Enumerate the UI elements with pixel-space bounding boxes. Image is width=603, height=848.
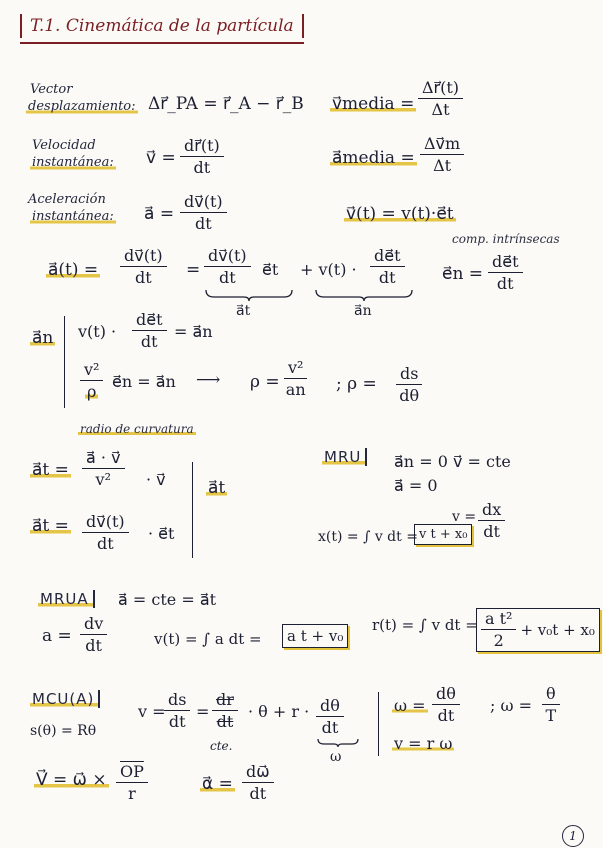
v-media-lhs: v⃗media =	[332, 94, 415, 114]
an-bracket	[64, 316, 65, 408]
a-decomp-num: dv⃗(t)	[120, 248, 167, 267]
mrua-r-box-fraction	[481, 611, 516, 649]
rho-sep: ; ρ =	[336, 374, 377, 394]
at1-num: a⃗ · v⃗	[82, 450, 125, 469]
a-decomp-den: dt	[134, 268, 152, 287]
a-decomp-n-fraction	[370, 248, 405, 286]
mrua-r: r(t) = ∫ v dt =	[372, 616, 478, 634]
an-row1-fraction	[132, 312, 167, 350]
a-inst-fraction	[180, 194, 227, 232]
omega2-fraction	[542, 686, 560, 724]
page-title: T.1. Cinemática de la partícula	[20, 14, 304, 38]
v-cross-fraction	[116, 764, 148, 802]
omega-lhs: ω =	[394, 696, 426, 715]
under-at: a⃗t	[236, 303, 251, 319]
an-row2-den: ρ	[87, 382, 97, 401]
mcu-v2-num: dr	[212, 692, 238, 711]
mrua-r-box-tail: + v₀t + x₀	[520, 621, 595, 639]
mru-v-lhs: v =	[452, 509, 477, 525]
mru-v-den: dt	[483, 522, 500, 541]
label-aceleracion-instantanea: instantánea:	[32, 209, 114, 224]
en-den: dt	[496, 274, 514, 293]
mcu-v3-fraction	[316, 698, 344, 736]
mrua-a-fraction	[80, 616, 107, 654]
at2-den: dt	[96, 534, 114, 553]
at1-den: v²	[95, 470, 111, 489]
v-r-omega: v = r ω	[394, 734, 453, 753]
an-row1-a: v(t) ·	[78, 322, 117, 341]
a-decomp-t-fraction	[204, 248, 251, 286]
mru-line1: a⃗n = 0 v⃗ = cte	[394, 452, 511, 471]
displacement-formula: Δr⃗_PA = r⃗_A − r⃗_B	[148, 94, 304, 114]
mru-heading: MRU	[322, 448, 367, 466]
v-inst-num: dr⃗(t)	[180, 138, 224, 157]
mru-x: x(t) = ∫ v dt =	[318, 529, 418, 545]
mru-v-fraction	[478, 502, 505, 540]
mcu-omega-under: ω	[330, 749, 342, 765]
underbrace-at	[204, 288, 294, 302]
rho-den: an	[285, 380, 306, 399]
mrua-v-box: a t + v₀	[282, 624, 348, 648]
at-brace-label: a⃗t	[208, 478, 226, 498]
omega-den: dt	[437, 706, 455, 725]
rho2-num: ds	[396, 366, 422, 385]
mcu-v3-num: dθ	[316, 698, 344, 717]
mru-line2: a⃗ = 0	[394, 476, 438, 495]
label-aceleracion: Aceleración	[28, 192, 106, 207]
a-decomp-t-num: dv⃗(t)	[204, 248, 251, 267]
v-media-den: Δt	[431, 100, 450, 119]
mrua-r-box-den: 2	[493, 631, 504, 650]
a-decomp-fraction	[120, 248, 167, 286]
en-fraction	[488, 254, 523, 292]
underbrace-omega	[316, 738, 360, 748]
a-decomp-t-et: e⃗t	[262, 260, 279, 279]
v-cross-den: r	[128, 784, 136, 803]
at-bracket	[192, 462, 193, 558]
a-decomp-plus: + v(t) ·	[300, 260, 357, 279]
a-decomp-eq: =	[186, 260, 201, 280]
an-row2-b: e⃗n = a⃗n	[112, 372, 176, 391]
mcu-v-num: ds	[164, 692, 190, 711]
at2-lhs: a⃗t =	[32, 516, 69, 536]
label-vector: Vector	[30, 82, 73, 97]
mru-v-num: dx	[478, 502, 505, 521]
mrua-a-lhs: a =	[42, 626, 72, 646]
at1-tail: · v⃗	[146, 470, 166, 489]
at1-fraction	[82, 450, 125, 488]
a-media-num: Δv⃗m	[420, 136, 464, 155]
omega2-lhs: ; ω =	[490, 696, 533, 715]
mcu-v-lhs: v =	[138, 702, 166, 721]
mrua-line1: a⃗ = cte = a⃗t	[118, 590, 217, 609]
omega-fraction	[432, 686, 460, 724]
a-media-den: Δt	[433, 156, 452, 175]
mcu-v-fraction	[164, 692, 190, 730]
mrua-heading: MRUA	[38, 590, 95, 608]
v-inst-lhs: v⃗ =	[146, 148, 176, 168]
v-inst-fraction	[180, 138, 224, 176]
v-inst-den: dt	[193, 158, 211, 177]
v-media-fraction	[418, 80, 463, 118]
v-cross-lhs: V⃗ = ω⃗ ×	[36, 770, 107, 790]
under-an: a⃗n	[354, 303, 372, 319]
omega2-den: T	[545, 706, 557, 725]
a-inst-lhs: a⃗ =	[144, 204, 175, 224]
an-row1-den: dt	[140, 332, 158, 351]
a-media-fraction	[420, 136, 464, 174]
comp-intrinsecas-note: comp. intrínsecas	[452, 232, 560, 246]
mcu-cte: cte.	[210, 739, 233, 753]
mcu-s: s(θ) = Rθ	[30, 723, 97, 739]
mcu-eq: =	[196, 702, 210, 721]
omega2-num: θ	[542, 686, 560, 705]
an-row1-b: = a⃗n	[174, 322, 213, 341]
an-lhs: a⃗n	[32, 328, 54, 348]
label-velocidad: Velocidad	[32, 138, 96, 153]
a-decomp-lhs: a⃗(t) =	[48, 260, 99, 280]
omega-bracket	[378, 692, 379, 756]
an-row2-num: v²	[80, 362, 103, 381]
v-media-num: Δr⃗(t)	[418, 80, 463, 99]
alpha-fraction	[242, 764, 274, 802]
a-media-lhs: a⃗media =	[332, 148, 415, 168]
an-row2-fraction	[80, 362, 103, 400]
label-velocidad-instantanea: instantánea:	[32, 155, 114, 170]
mrua-a-den: dt	[85, 636, 102, 655]
rho-num: v²	[284, 360, 307, 379]
rho-lhs: ρ =	[250, 372, 280, 392]
mrua-a-num: dv	[80, 616, 107, 635]
mcu-v2-den: dt	[216, 712, 234, 731]
a-inst-num: dv⃗(t)	[180, 194, 227, 213]
alpha-num: dω⃗	[242, 764, 274, 783]
alpha-lhs: α⃗ =	[202, 774, 233, 794]
a-decomp-n-den: dt	[378, 268, 396, 287]
at2-fraction	[82, 514, 129, 552]
label-desplazamiento: desplazamiento:	[28, 99, 136, 114]
rho2-den: dθ	[399, 386, 420, 405]
radio-curvatura-label: radio de curvatura	[80, 422, 194, 436]
at2-tail: · e⃗t	[148, 524, 175, 543]
underbrace-an	[314, 288, 414, 302]
a-inst-den: dt	[194, 214, 212, 233]
mcu-v3-den: dt	[321, 718, 339, 737]
arrow: ⟶	[196, 370, 221, 390]
mcu-v-den: dt	[168, 712, 186, 731]
en-lhs: e⃗n =	[442, 264, 484, 284]
mcu-v2-fraction	[212, 692, 238, 730]
v-intrinsic-formula: v⃗(t) = v(t)·e⃗t	[346, 204, 454, 224]
mrua-v: v(t) = ∫ a dt =	[154, 630, 262, 648]
alpha-den: dt	[249, 784, 267, 803]
a-decomp-n-num: de⃗t	[370, 248, 405, 267]
a-decomp-t-den: dt	[218, 268, 236, 287]
omega-num: dθ	[432, 686, 460, 705]
at1-lhs: a⃗t =	[32, 460, 69, 480]
at2-num: dv⃗(t)	[82, 514, 129, 533]
rho-fraction	[284, 360, 307, 398]
mcu-heading: MCU(A)	[30, 690, 100, 708]
an-row1-num: de⃗t	[132, 312, 167, 331]
mcu-mid: · θ + r ·	[248, 702, 310, 721]
page-number: 1	[562, 825, 584, 847]
mru-x-box: v t + x₀	[414, 524, 472, 545]
rho2-fraction	[396, 366, 422, 404]
en-num: de⃗t	[488, 254, 523, 273]
v-cross-num: $\overline{OP}$	[116, 764, 148, 783]
mrua-r-box	[476, 608, 600, 652]
mrua-r-box-num: a t²	[481, 611, 516, 630]
